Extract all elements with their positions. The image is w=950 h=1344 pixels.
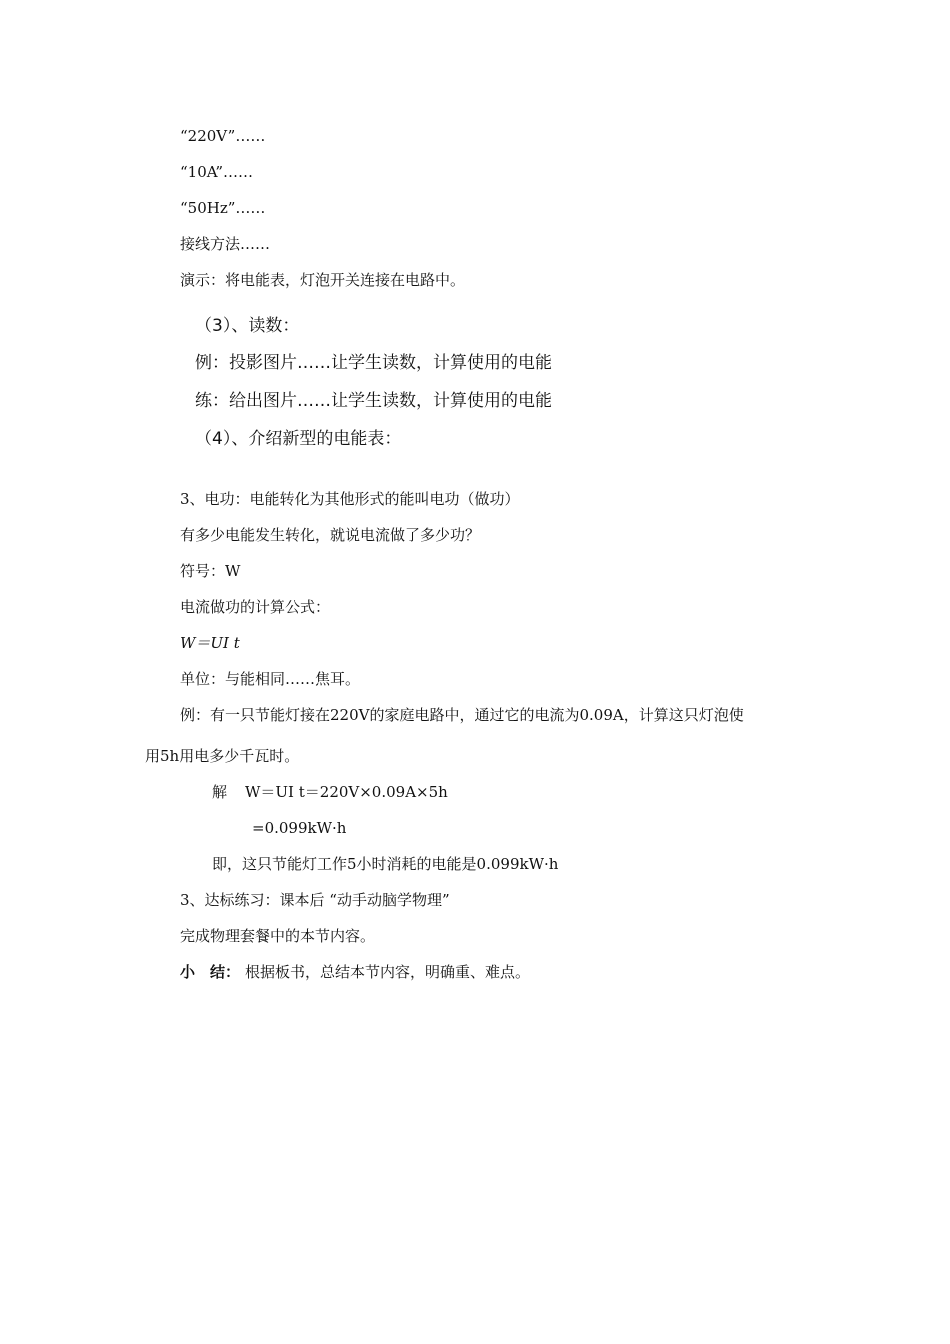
text-line: 单位：与能相同……焦耳。 [180, 670, 361, 688]
text-line: 用5h用电多少千瓦时。 [145, 747, 300, 765]
solution-result: =0.099kW·h [252, 819, 347, 837]
text-line: 符号：W [180, 562, 241, 580]
solution-label: 解 [212, 783, 228, 801]
example-line: 例：投影图片……让学生读数，计算使用的电能 [195, 353, 552, 373]
text-line: 演示：将电能表，灯泡开关连接在电路中。 [180, 271, 466, 289]
text-line: “50Hz”…… [180, 199, 266, 217]
practice-line: 练：给出图片……让学生读数，计算使用的电能 [195, 391, 552, 411]
heading-new-meter: （4）、介绍新型的电能表： [195, 429, 402, 449]
solution-conclusion: 即，这只节能灯工作5小时消耗的电能是0.099kW·h [212, 855, 559, 873]
summary-label: 小 结： [180, 963, 241, 981]
text-line: 完成物理套餐中的本节内容。 [180, 927, 376, 945]
text-line: “220V”…… [180, 127, 266, 145]
formula-line: W＝UI t [180, 634, 240, 652]
solution-formula: W＝UI t＝220V×0.09A×5h [245, 783, 448, 801]
text-line: 电流做功的计算公式： [180, 598, 331, 616]
text-line: 3、电功：电能转化为其他形式的能叫电功（做功） [180, 490, 520, 508]
text-line: 接线方法…… [180, 235, 271, 253]
summary-text: 根据板书，总结本节内容，明确重、难点。 [245, 963, 531, 981]
text-line: “10A”…… [180, 163, 254, 181]
text-line: 3、达标练习：课本后 “动手动脑学物理” [180, 891, 450, 909]
text-line: 例：有一只节能灯接在220V的家庭电路中，通过它的电流为0.09A，计算这只灯泡使 [180, 706, 744, 724]
heading-reading: （3）、读数： [195, 316, 300, 336]
text-line: 有多少电能发生转化，就说电流做了多少功？ [180, 526, 481, 544]
